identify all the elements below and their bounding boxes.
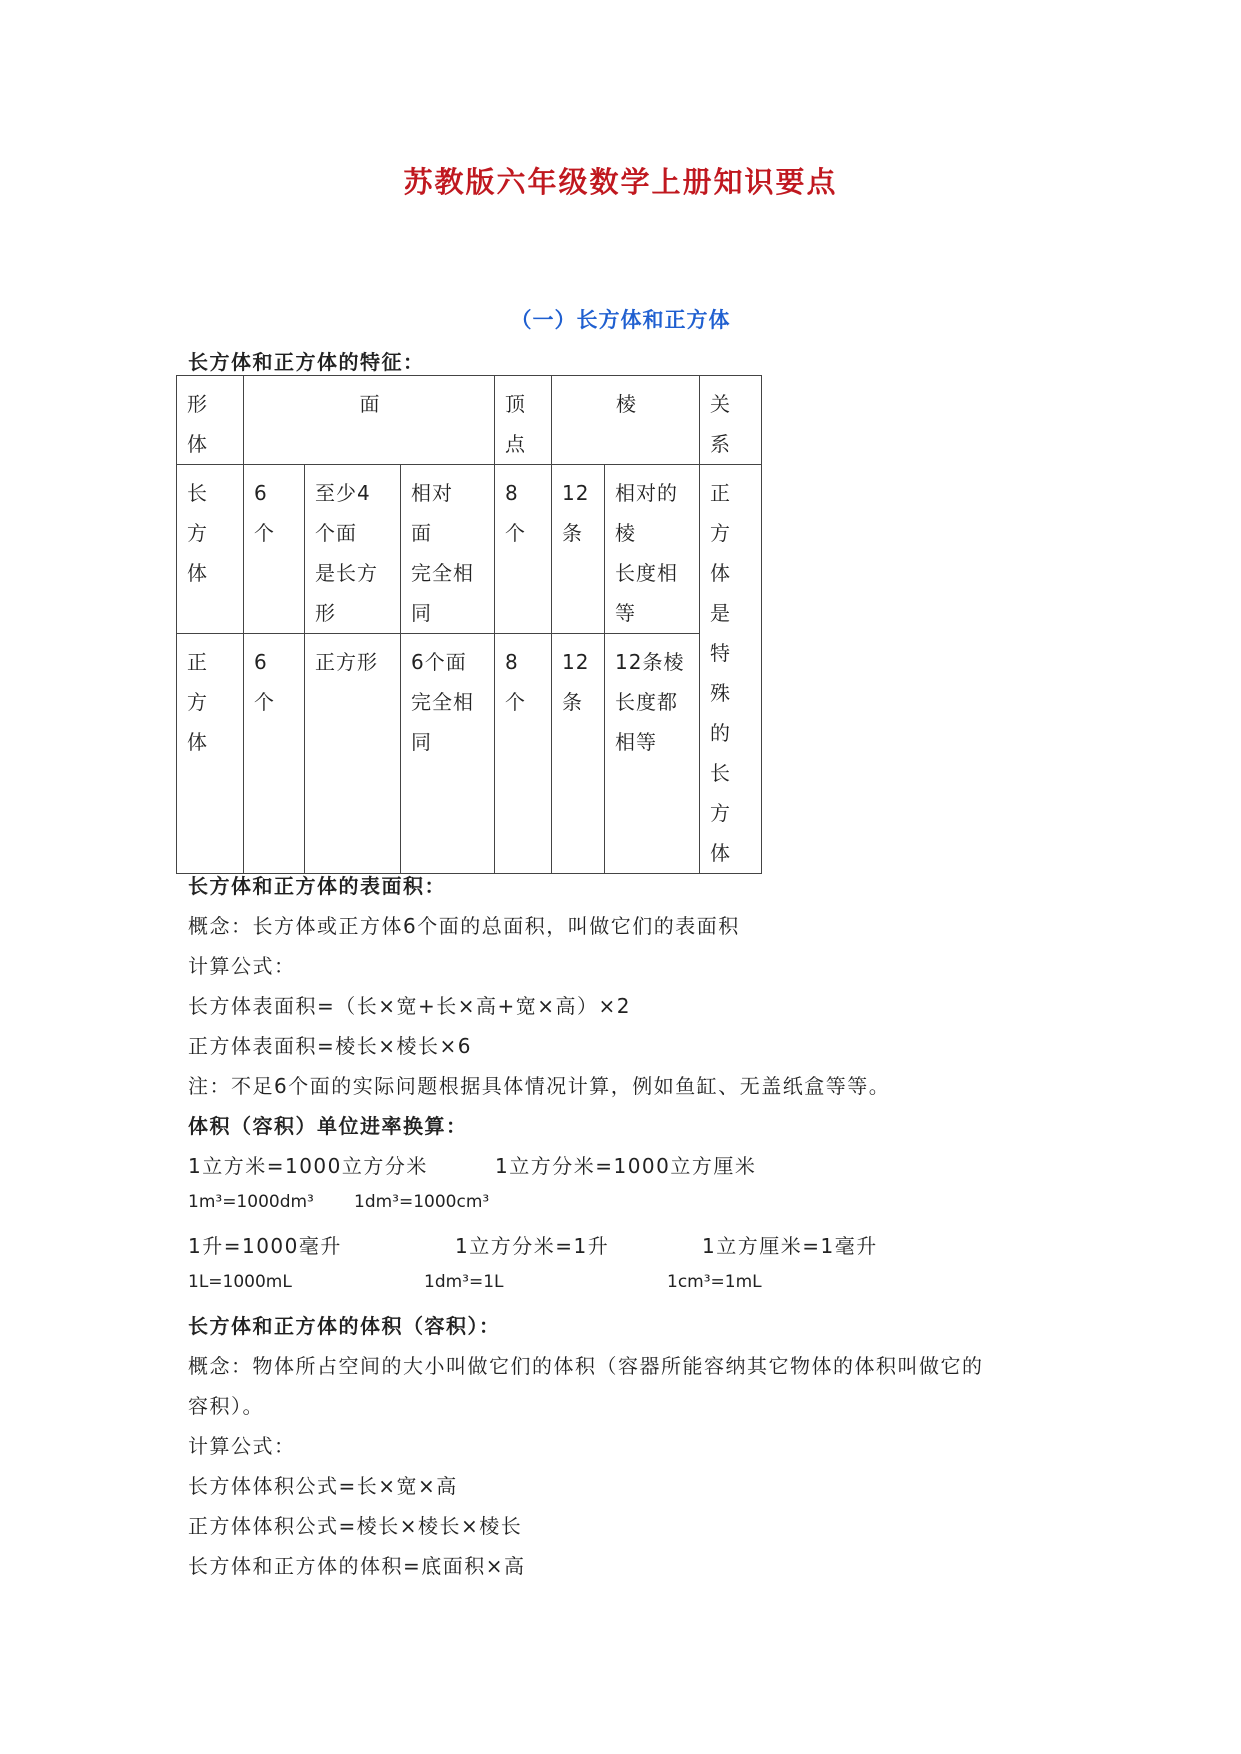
volume-cuboid-formula: 长方体体积公式=长×宽×高 <box>188 1474 458 1498</box>
volume-concept-cont: 容积）。 <box>188 1394 264 1418</box>
unit-conversion: 1立方米=1000立方分米 <box>188 1154 428 1178</box>
unit-conversion: 1m³=1000dm³ <box>188 1192 314 1212</box>
unit-conversion: 1立方厘米=1毫升 <box>702 1234 878 1258</box>
features-table <box>176 375 762 874</box>
cell-shape: 正 方 体 <box>177 634 244 874</box>
cell-face-relation: 相对 面 完全相 同 <box>401 465 495 634</box>
cell-face-count: 6 个 <box>244 634 305 874</box>
section-title: （一）长方体和正方体 <box>510 308 731 332</box>
volume-formula-label: 计算公式： <box>188 1434 296 1458</box>
unit-conversion: 1cm³=1mL <box>667 1272 762 1292</box>
cell-face-count: 6 个 <box>244 465 305 634</box>
surface-cuboid-formula: 长方体表面积=（长×宽+长×高+宽×高）×2 <box>188 994 632 1018</box>
table-row <box>177 465 762 634</box>
surface-concept: 概念：长方体或正方体6个面的总面积，叫做它们的表面积 <box>188 914 740 938</box>
volume-general-formula: 长方体和正方体的体积=底面积×高 <box>188 1554 526 1578</box>
cell-relation: 正 方 体 是 特 殊 的 长 方 体 <box>700 465 762 874</box>
unit-conversion: 1dm³=1L <box>424 1272 504 1292</box>
unit-conversion: 1立方分米=1升 <box>455 1234 610 1258</box>
cell-vertex: 8 个 <box>495 634 552 874</box>
header-vertex: 顶 点 <box>495 376 552 465</box>
cell-edge-relation: 12条棱 长度都 相等 <box>605 634 700 874</box>
volume-heading: 长方体和正方体的体积（容积）： <box>188 1314 501 1338</box>
page-title: 苏教版六年级数学上册知识要点 <box>403 165 838 199</box>
table-header-row <box>177 376 762 465</box>
cell-edge-relation: 相对的 棱 长度相 等 <box>605 465 700 634</box>
header-shape: 形 体 <box>177 376 244 465</box>
cell-face-relation: 6个面 完全相 同 <box>401 634 495 874</box>
cell-shape: 长 方 体 <box>177 465 244 634</box>
cell-face-shape: 至少4 个面 是长方 形 <box>305 465 401 634</box>
header-edge: 棱 <box>552 376 700 465</box>
unit-conversion: 1升=1000毫升 <box>188 1234 342 1258</box>
cell-edge-count: 12 条 <box>552 465 605 634</box>
header-relation: 关 系 <box>700 376 762 465</box>
unit-conversion: 1L=1000mL <box>188 1272 292 1292</box>
header-face: 面 <box>244 376 495 465</box>
surface-note: 注：不足6个面的实际问题根据具体情况计算，例如鱼缸、无盖纸盒等等。 <box>188 1074 891 1098</box>
surface-heading: 长方体和正方体的表面积： <box>188 874 446 898</box>
units-heading: 体积（容积）单位进率换算： <box>188 1114 468 1138</box>
cell-vertex: 8 个 <box>495 465 552 634</box>
surface-formula-label: 计算公式： <box>188 954 296 978</box>
table-row <box>177 634 762 874</box>
volume-cube-formula: 正方体体积公式=棱长×棱长×棱长 <box>188 1514 523 1538</box>
unit-conversion: 1dm³=1000cm³ <box>354 1192 490 1212</box>
unit-conversion: 1立方分米=1000立方厘米 <box>495 1154 757 1178</box>
cell-edge-count: 12 条 <box>552 634 605 874</box>
cell-face-shape: 正方形 <box>305 634 401 874</box>
features-heading: 长方体和正方体的特征： <box>188 350 425 374</box>
volume-concept: 概念：物体所占空间的大小叫做它们的体积（容器所能容纳其它物体的体积叫做它的 <box>188 1354 984 1378</box>
surface-cube-formula: 正方体表面积=棱长×棱长×6 <box>188 1034 472 1058</box>
